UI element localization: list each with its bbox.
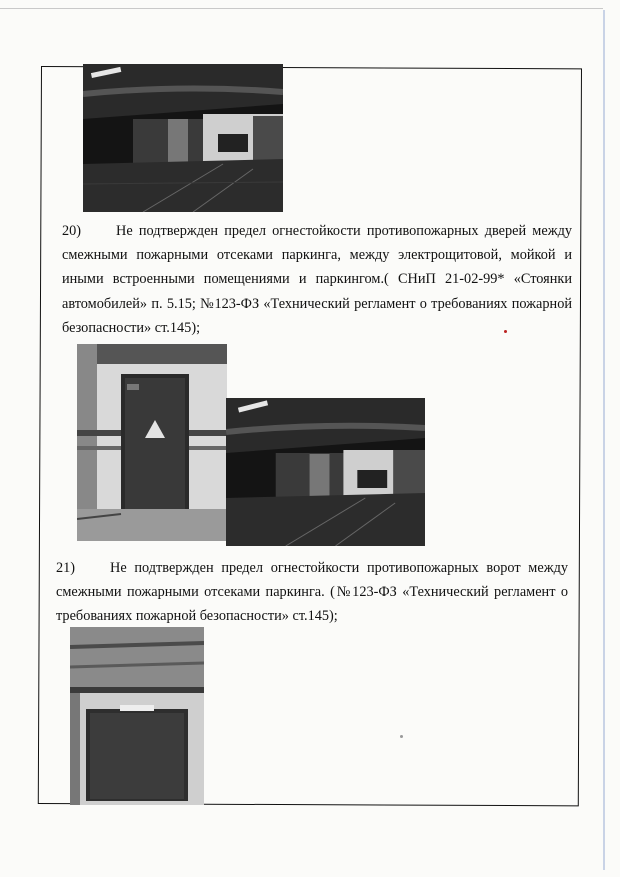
item-text: Не подтвержден предел огнестойкости противопожарных дверей между смежными пожарными отсеками паркинга, между электрощитовой, мойкой и иными встроенными помещениями и паркингом.( СНиП 21-02-99* «Стоянки автомобилей» п. 5.15; №123-ФЗ «Технический регламент о требованиях пожарной безопасности» ст.145);	[62, 223, 572, 336]
paragraph-item-20	[62, 219, 572, 340]
item-number: 20)	[62, 223, 82, 239]
scan-dot	[400, 735, 403, 738]
paragraph-item-21	[56, 556, 568, 629]
photo-fire-door	[77, 344, 227, 541]
photo-parking-entrance-2	[226, 398, 425, 546]
scan-edge-right	[603, 10, 605, 870]
photo-fire-gate	[70, 627, 204, 805]
stray-red-mark	[504, 330, 507, 333]
scan-edge-top	[0, 8, 603, 9]
item-number: 21)	[56, 560, 76, 576]
photo-parking-entrance-1	[83, 64, 283, 212]
item-text: Не подтвержден предел огнестойкости противопожарных ворот между смежными пожарными отсеками паркинга. (№123-ФЗ «Технический регламент о требованиях пожарной безопасности» ст.145);	[56, 560, 568, 625]
